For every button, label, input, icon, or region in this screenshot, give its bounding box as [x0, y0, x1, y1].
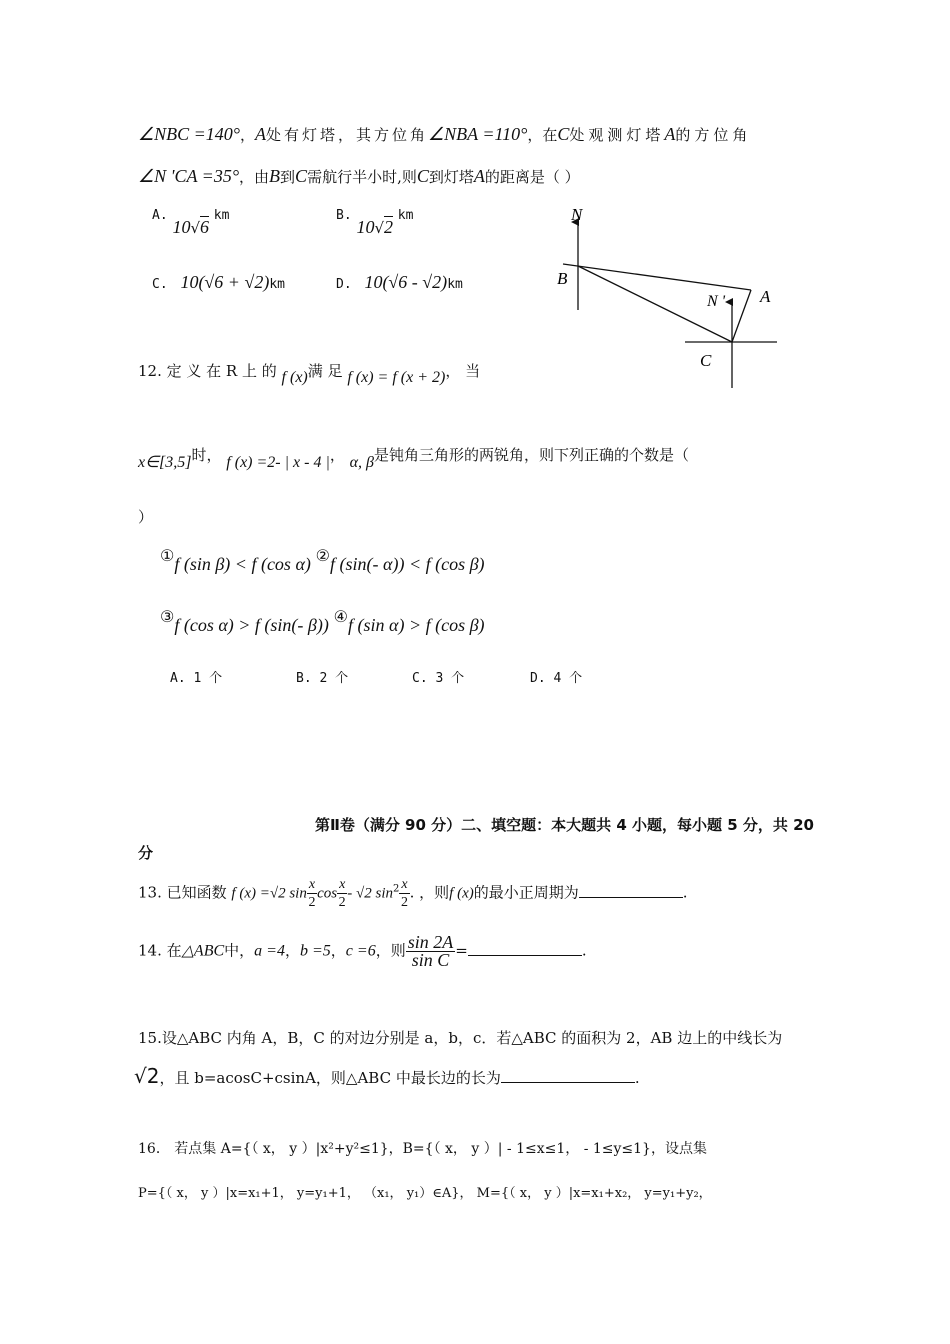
answer-blank[interactable]: [468, 941, 582, 956]
option-radicand: 2: [384, 217, 393, 237]
statement-3: f (cos α) > f (sin(- β)): [174, 615, 329, 635]
text: ，: [240, 126, 256, 144]
q12-option-c: C. 3 个: [412, 671, 465, 686]
q12-line3: [138, 506, 153, 527]
option-expr: 10(√6 - √2): [364, 272, 448, 292]
option-label: A.: [152, 208, 168, 223]
var-a: A: [664, 124, 676, 144]
var-c: C: [557, 124, 570, 144]
statement-4: f (sin α) > f (cos β): [348, 615, 485, 635]
text: 到灯塔: [428, 168, 474, 186]
text: ， 当: [445, 362, 481, 380]
text: ，则: [375, 941, 406, 960]
q12-option-b: B. 2 个: [296, 671, 349, 686]
label-nprime: N ': [707, 293, 726, 310]
option-coef: 10: [356, 217, 375, 237]
option-label: B.: [336, 208, 352, 223]
expr-a: √2 sin: [269, 885, 307, 902]
text: ，由: [239, 168, 270, 186]
text: ，且 b=acosC+csinA，则△ABC 中最长边的长为: [159, 1069, 501, 1087]
var-c: C: [295, 166, 308, 186]
label-a: A: [760, 287, 771, 306]
option-expr: 10(√6 + √2): [180, 272, 270, 292]
q11-option-b: [336, 208, 414, 237]
eq-period: f (x) = f (x + 2): [347, 369, 446, 386]
text: ，: [284, 941, 300, 960]
angle-nba: ∠NBA =110°: [428, 124, 528, 144]
text: 中，: [224, 941, 255, 960]
fx: f (x) =: [231, 885, 270, 902]
section-heading: 第Ⅱ卷（满分 90 分）二、填空题：本大题共 4 小题，每小题 5 分，共 20: [314, 816, 814, 834]
q12-statements-row2: [160, 607, 485, 635]
text: 的方位角: [675, 126, 752, 144]
text: 满 足: [307, 362, 343, 380]
text: .: [682, 883, 688, 902]
sqrt-sign: √: [374, 219, 384, 237]
statement-2: f (sin(- α)) < f (cos β): [330, 554, 485, 574]
text: 12. 定 义 在 R 上 的: [138, 362, 277, 380]
q15-line2: [134, 1064, 640, 1088]
expr-b: - √2 sin: [347, 885, 394, 902]
fraction-x-over-2: $\frac{x}{2}$: [308, 877, 316, 910]
text: 13. 已知函数: [138, 883, 227, 902]
angle-nbc: ∠NBC =140°: [138, 124, 240, 144]
label-c: C: [700, 351, 712, 370]
triangle-abc: △ABC: [181, 942, 225, 960]
text: .: [581, 941, 587, 960]
text: 处有灯塔，其方位角: [266, 126, 429, 144]
option-unit: km: [269, 277, 285, 292]
text: 的距离是（ ）: [484, 168, 580, 186]
q12-line2: [138, 444, 690, 471]
statement-1: f (sin β) < f (cos α): [174, 554, 311, 574]
option-unit: km: [397, 208, 414, 223]
angle-nca: ∠N 'CA =35°: [138, 166, 240, 186]
circled-4: ④: [333, 607, 348, 626]
label-n: N: [571, 205, 583, 224]
q12-option-a: A. 1 个: [170, 671, 223, 686]
bearing-diagram: [545, 200, 795, 395]
option-label: D.: [336, 277, 352, 292]
side-b: b =5: [299, 942, 331, 960]
circled-1: ①: [160, 546, 175, 565]
q11-line1: [138, 124, 751, 145]
fx: f (x): [449, 885, 474, 902]
text: .: [634, 1069, 640, 1087]
option-unit: km: [447, 277, 463, 292]
q16-line1: 16． 若点集 A={（ x， y ）|x²+y²≤1}，B={（ x， y ）| - 1≤x≤1， - 1≤y≤1}，设点集: [138, 1141, 707, 1157]
sqrt-sign: √: [190, 219, 200, 237]
label-b: B: [557, 269, 568, 288]
var-a: A: [473, 166, 485, 186]
answer-blank[interactable]: [579, 883, 683, 898]
line-b-a: [563, 264, 751, 290]
option-label: C.: [152, 277, 168, 292]
superscript-2: 2: [393, 883, 400, 895]
text: ，: [330, 941, 346, 960]
text: ）: [138, 508, 154, 526]
text: =: [455, 941, 468, 960]
var-c: C: [416, 166, 429, 186]
sqrt2: √2: [134, 1064, 160, 1088]
option-radicand: 6: [200, 217, 209, 237]
text: 的最小正周期为: [473, 883, 579, 902]
text: 处观测灯塔: [569, 126, 665, 144]
side-c: c =6: [345, 942, 376, 960]
side-a: a =4: [254, 942, 285, 960]
q12-option-d: D. 4 个: [530, 671, 583, 686]
text: ，: [329, 446, 345, 464]
text: . ，则: [409, 883, 450, 902]
text: 时，: [191, 446, 222, 464]
q13: [138, 876, 688, 911]
q11-option-a: [152, 208, 230, 237]
option-unit: km: [213, 208, 230, 223]
q11-line2: [138, 166, 580, 187]
text: 是钝角三角形的两锐角，则下列正确的个数是（: [374, 446, 690, 464]
text: ，在: [527, 126, 558, 144]
alpha-beta: α, β: [349, 454, 375, 471]
circled-3: ③: [160, 607, 175, 626]
fx: f (x): [281, 369, 308, 386]
q16-line2: P={（ x， y ）|x=x₁+1， y=y₁+1， （x₁， y₁）∈A}， M={（ x， y ）|x=x₁+x₂， y=y₁+y₂，: [138, 1186, 712, 1201]
q12-statements-row1: [160, 546, 485, 574]
fraction-sin2a-sinc: $\frac{\sin 2A}{\text{sin C}}$: [407, 932, 454, 970]
q11-option-c: [152, 272, 285, 293]
eq-fx: f (x) =2- | x - 4 |: [226, 454, 330, 471]
q12-line1: [138, 360, 481, 386]
text: 14. 在: [138, 941, 182, 960]
fraction-x-over-2: $\frac{x}{2}$: [338, 877, 346, 910]
circled-2: ②: [315, 546, 331, 565]
line-a-c: [732, 290, 751, 342]
fraction-x-over-2: $\frac{x}{2}$: [401, 877, 408, 910]
option-coef: 10: [172, 217, 191, 237]
q15-line1: 15.设△ABC 内角 A，B，C 的对边分别是 a，b，c．若△ABC 的面积为 2，AB 边上的中线长为: [138, 1029, 783, 1047]
section-heading-cont: 分: [138, 844, 154, 862]
var-b: B: [269, 166, 281, 186]
answer-blank[interactable]: [501, 1068, 635, 1083]
q11-option-d: [336, 272, 463, 293]
text: 需航行半小时,则: [307, 168, 417, 186]
domain: x∈[3,5]: [138, 454, 192, 471]
text: 到: [280, 168, 296, 186]
expr-cos: cos: [317, 885, 338, 902]
q14: [138, 934, 587, 969]
var-a: A: [255, 124, 267, 144]
